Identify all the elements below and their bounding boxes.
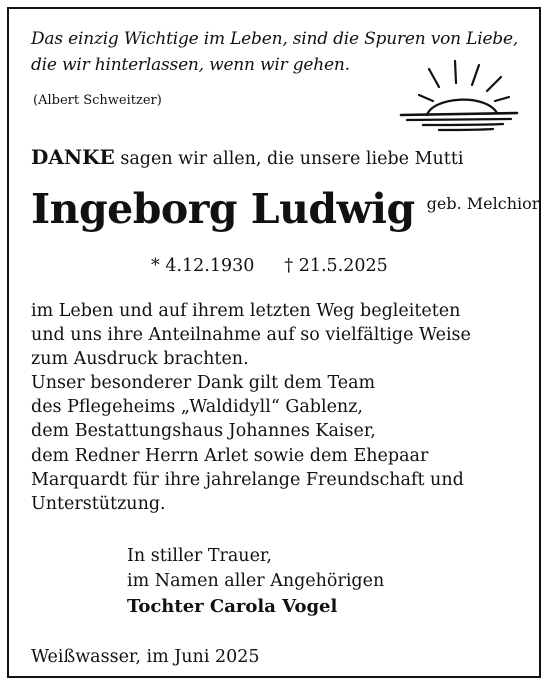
deceased-name-line [31, 185, 539, 233]
body-line: zum Ausdruck brachten. [31, 349, 249, 370]
birth-name: geb. Melchior [426, 194, 540, 213]
quote-line: die wir hinterlassen, wenn wir gehen. [31, 55, 350, 75]
thanks-line [31, 145, 463, 169]
birth-date: * 4.12.1930 [151, 256, 255, 276]
notice-frame [7, 7, 541, 678]
body-line: Unser besonderer Dank gilt dem Team [31, 373, 376, 394]
thanks-text: sagen wir allen, die unsere liebe Mutti [120, 149, 464, 169]
body-line: und uns ihre Anteilnahme auf so vielfältige Weise [31, 325, 471, 346]
signature-block [127, 544, 384, 619]
rising-sun-icon [393, 57, 527, 143]
deceased-name: Ingeborg Ludwig [31, 185, 415, 233]
body-text [31, 299, 471, 516]
danke-word: DANKE [31, 145, 115, 169]
quote-author: (Albert Schweitzer) [33, 93, 162, 108]
place-date: Weißwasser, im Juni 2025 [31, 647, 260, 667]
body-line: dem Bestattungshaus Johannes Kaiser, [31, 421, 376, 442]
body-line: Marquardt für ihre jahrelange Freundschaft und [31, 469, 464, 490]
body-line: des Pflegeheims „Waldidyll“ Gablenz, [31, 397, 363, 418]
death-date: † 21.5.2025 [284, 256, 388, 276]
body-line: dem Redner Herrn Arlet sowie dem Ehepaar [31, 445, 429, 466]
quote-line: Das einzig Wichtige im Leben, sind die Spuren von Liebe, [31, 29, 519, 49]
signature-line: In stiller Trauer, [127, 546, 272, 566]
body-line: im Leben und auf ihrem letzten Weg begleiteten [31, 301, 461, 321]
life-dates [151, 256, 388, 276]
body-line: Unterstützung. [31, 493, 166, 514]
signature-line: im Namen aller Angehörigen [127, 571, 385, 591]
signer-name: Tochter Carola Vogel [127, 596, 338, 617]
